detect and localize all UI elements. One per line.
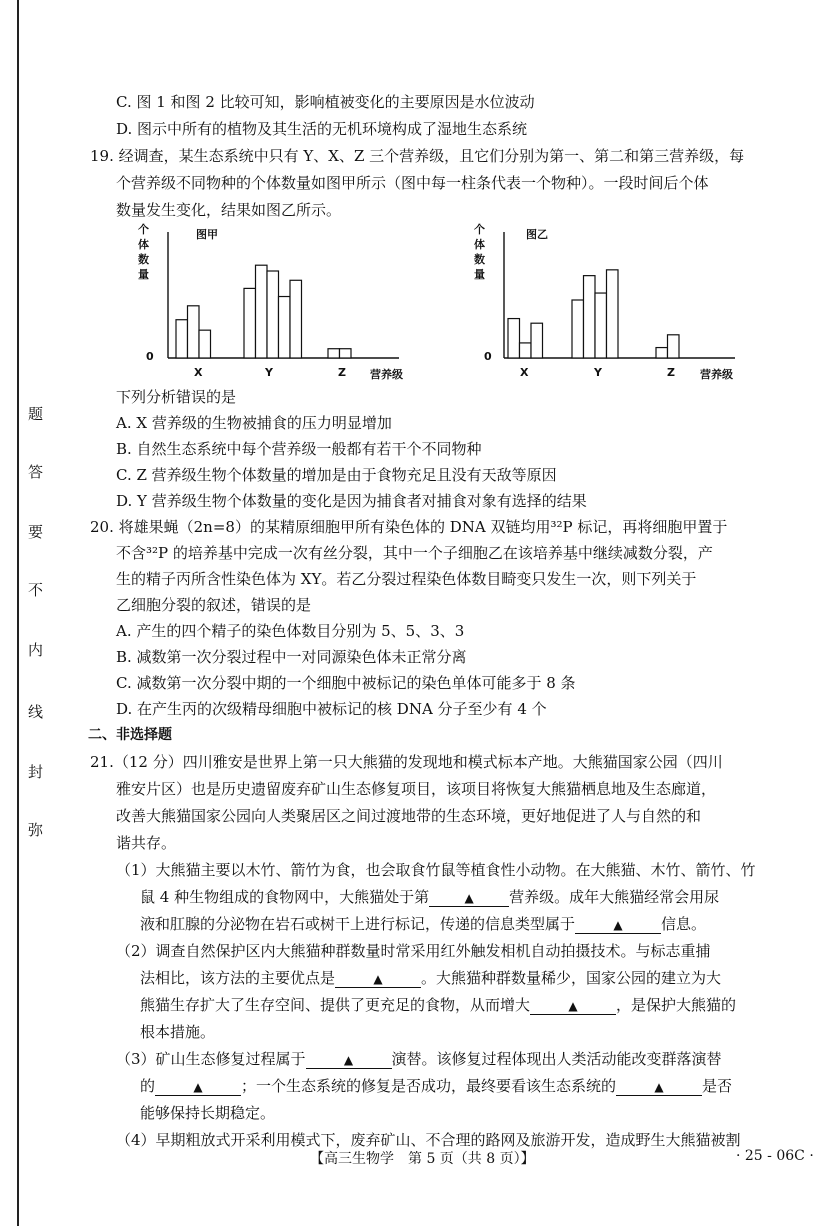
- binding-line: [17, 0, 19, 1226]
- bar-z-1: [656, 348, 668, 358]
- blank-marker: ▲: [654, 1080, 664, 1094]
- q20-option-d: D. 在产生丙的次级精母细胞中被标记的核 DNA 分子至少有 4 个: [116, 700, 547, 718]
- margin-char: 题: [28, 405, 44, 423]
- bar-y-2: [584, 276, 596, 358]
- q21-stem-line: 21.（12 分）四川雅安是世界上第一只大熊猫的发现地和模式标本产地。大熊猫国家公园（四川: [90, 753, 723, 771]
- q20-stem-line: 生的精子丙所含性染色体为 XY。若乙分裂过程染色体数目畸变只发生一次，则下列关于: [116, 570, 697, 588]
- bar-y-1: [572, 300, 584, 358]
- q21-stem-line: 谐共存。: [116, 834, 177, 852]
- paper-code: · 25 - 06C ·: [736, 1148, 814, 1164]
- text-segment: ，是保护大熊猫的: [616, 996, 737, 1014]
- answer-blank[interactable]: [616, 1077, 702, 1096]
- q19-stem-line: 个营养级不同物种的个体数量如图甲所示（图中每一柱条代表一个物种）。一段时间后个体: [116, 174, 709, 192]
- text-segment: 熊猫生存扩大了生存空间、提供了更充足的食物，从而增大: [140, 996, 531, 1014]
- chart-plot: [500, 224, 740, 364]
- q21-stem-line: 雅安片区）也是历史遗留废弃矿山生态修复项目，该项目将恢复大熊猫栖息地及生态廊道，: [116, 780, 717, 798]
- text-segment: ；一个生态系统的修复是否成功，最终要看该生态系统的: [241, 1077, 617, 1095]
- text-segment: 演替。该修复过程体现出人类活动能改变群落演替: [391, 1050, 722, 1068]
- q21-p1-line: [140, 886, 719, 908]
- bar-x-2: [520, 343, 532, 358]
- q19-option-c: C. Z 营养级生物个体数量的增加是由于食物充足且没有天敌等原因: [116, 466, 557, 484]
- chart-tick-label: Z: [338, 366, 346, 379]
- answer-blank[interactable]: [155, 1077, 241, 1096]
- chart-ylabel: 个体数量: [474, 223, 485, 281]
- blank-marker: ▲: [464, 891, 474, 905]
- text-segment: 营养级。成年大熊猫经常会用尿: [509, 888, 720, 906]
- text-segment: 是否: [702, 1077, 733, 1095]
- bar-y-4: [607, 270, 619, 358]
- blank-marker: ▲: [343, 1053, 354, 1067]
- text-segment: 液和肛腺的分泌物在岩石或树干上进行标记，传递的信息类型属于: [140, 915, 576, 933]
- q19-option-a: A. X 营养级的生物被捕食的压力明显增加: [116, 414, 392, 432]
- q19-question: 下列分析错误的是: [116, 388, 237, 406]
- q18-option-d: D. 图示中所有的植物及其生活的无机环境构成了湿地生态系统: [116, 120, 528, 138]
- q21-p3-line: 能够保持长期稳定。: [140, 1104, 276, 1122]
- q20-option-c: C. 减数第一次分裂中期的一个细胞中被标记的染色单体可能多于 8 条: [116, 674, 576, 692]
- q21-p3-line: [140, 1075, 732, 1097]
- chart-yi: [470, 222, 750, 387]
- bar-y-5: [290, 280, 302, 358]
- bar-z-1: [328, 349, 340, 358]
- answer-blank[interactable]: [335, 969, 421, 988]
- answer-blank[interactable]: [575, 915, 661, 934]
- chart-origin: 0: [484, 350, 492, 363]
- bar-x-1: [508, 319, 520, 358]
- bar-x-3: [531, 323, 543, 358]
- text-segment: 的: [140, 1077, 156, 1095]
- q20-stem-line: 20. 将雄果蝇（2n=8）的某精原细胞甲所有染色体的 DNA 双链均用³²P 标记，再将细胞甲置于: [90, 518, 728, 536]
- q19-stem-line: 19. 经调查，某生态系统中只有 Y、X、Z 三个营养级，且它们分别为第一、第二和第三营养级，每: [90, 147, 745, 165]
- answer-blank[interactable]: [530, 996, 616, 1015]
- text-segment: 鼠 4 种生物组成的食物网中，大熊猫处于第: [140, 888, 430, 906]
- chart-tick-label: Z: [667, 366, 675, 379]
- q21-p2-line: （2）调查自然保护区内大熊猫种群数量时常采用红外触发相机自动拍摄技术。与标志重捕: [116, 942, 711, 960]
- bar-y-1: [244, 288, 256, 358]
- q20-option-b: B. 减数第一次分裂过程中一对同源染色体未正常分离: [116, 648, 467, 666]
- q21-p4-line: （4）早期粗放式开采利用模式下，废弃矿山、不合理的路网及旅游开发，造成野生大熊猫被割: [116, 1131, 741, 1149]
- q21-stem-line: 改善大熊猫国家公园向人类聚居区之间过渡地带的生态环境，更好地促进了人与自然的和: [116, 807, 702, 825]
- chart-ylabel: 个体数量: [138, 223, 149, 281]
- q20-stem-line: 不含³²P 的培养基中完成一次有丝分裂，其中一个子细胞乙在该培养基中继续减数分裂，产: [116, 544, 713, 562]
- blank-marker: ▲: [373, 972, 383, 986]
- bar-y-3: [267, 271, 279, 358]
- q20-stem-line: 乙细胞分裂的叙述，错误的是: [116, 596, 312, 614]
- q21-p2-line: [140, 967, 721, 989]
- q21-p3-line: [116, 1048, 722, 1070]
- q20-option-a: A. 产生的四个精子的染色体数目分别为 5、5、3、3: [116, 622, 465, 640]
- margin-char: 不: [28, 581, 44, 599]
- bar-x-1: [176, 320, 188, 358]
- bar-x-2: [188, 306, 200, 358]
- margin-char: 线: [28, 703, 44, 721]
- blank-marker: ▲: [613, 918, 623, 932]
- chart-jia: [130, 222, 410, 387]
- text-segment: 。大熊猫种群数量稀少，国家公园的建立为大: [421, 969, 722, 987]
- chart-tick-label: X: [194, 366, 203, 379]
- page-footer: 【高三生物学 第 5 页（共 8 页）】: [310, 1151, 535, 1167]
- answer-blank[interactable]: [429, 888, 509, 907]
- bar-z-2: [668, 335, 680, 358]
- chart-tick-label: Y: [594, 366, 602, 379]
- margin-char: 弥: [28, 821, 44, 839]
- q21-p1-line: [140, 913, 706, 935]
- chart-title: 图乙: [526, 228, 548, 241]
- q19-option-b: B. 自然生态系统中每个营养级一般都有若干个不同物种: [116, 440, 482, 458]
- q21-p2-line: [140, 994, 736, 1016]
- margin-char: 封: [28, 763, 44, 781]
- q19-option-d: D. Y 营养级生物个体数量的变化是因为捕食者对捕食对象有选择的结果: [116, 492, 587, 510]
- q21-p1-line: （1）大熊猫主要以木竹、箭竹为食，也会取食竹鼠等植食性小动物。在大熊猫、木竹、箭竹、竹: [116, 861, 756, 879]
- blank-marker: ▲: [193, 1080, 203, 1094]
- answer-blank[interactable]: [306, 1050, 392, 1069]
- bar-y-3: [595, 293, 607, 358]
- text-segment: 信息。: [661, 915, 707, 933]
- bar-y-2: [256, 265, 268, 358]
- chart-tick-label: Y: [265, 366, 273, 379]
- bar-y-4: [279, 297, 291, 358]
- section-heading: 二、非选择题: [88, 727, 172, 743]
- chart-plot: [164, 224, 404, 364]
- q21-p2-line: 根本措施。: [140, 1023, 216, 1041]
- margin-char: 内: [28, 641, 44, 659]
- chart-xlabel: 营养级: [370, 368, 403, 381]
- chart-xlabel: 营养级: [700, 368, 733, 381]
- chart-title: 图甲: [196, 228, 218, 241]
- margin-char: 要: [28, 523, 44, 541]
- margin-char: 答: [28, 463, 44, 481]
- q19-stem-line: 数量发生变化，结果如图乙所示。: [116, 201, 342, 219]
- text-segment: 法相比，该方法的主要优点是: [140, 969, 336, 987]
- bar-z-2: [340, 349, 352, 358]
- q18-option-c: C. 图 1 和图 2 比较可知，影响植被变化的主要原因是水位波动: [116, 93, 535, 111]
- text-segment: （3）矿山生态修复过程属于: [116, 1050, 306, 1068]
- bar-x-3: [199, 330, 211, 358]
- chart-tick-label: X: [520, 366, 529, 379]
- chart-origin: 0: [146, 350, 154, 363]
- blank-marker: ▲: [568, 999, 578, 1013]
